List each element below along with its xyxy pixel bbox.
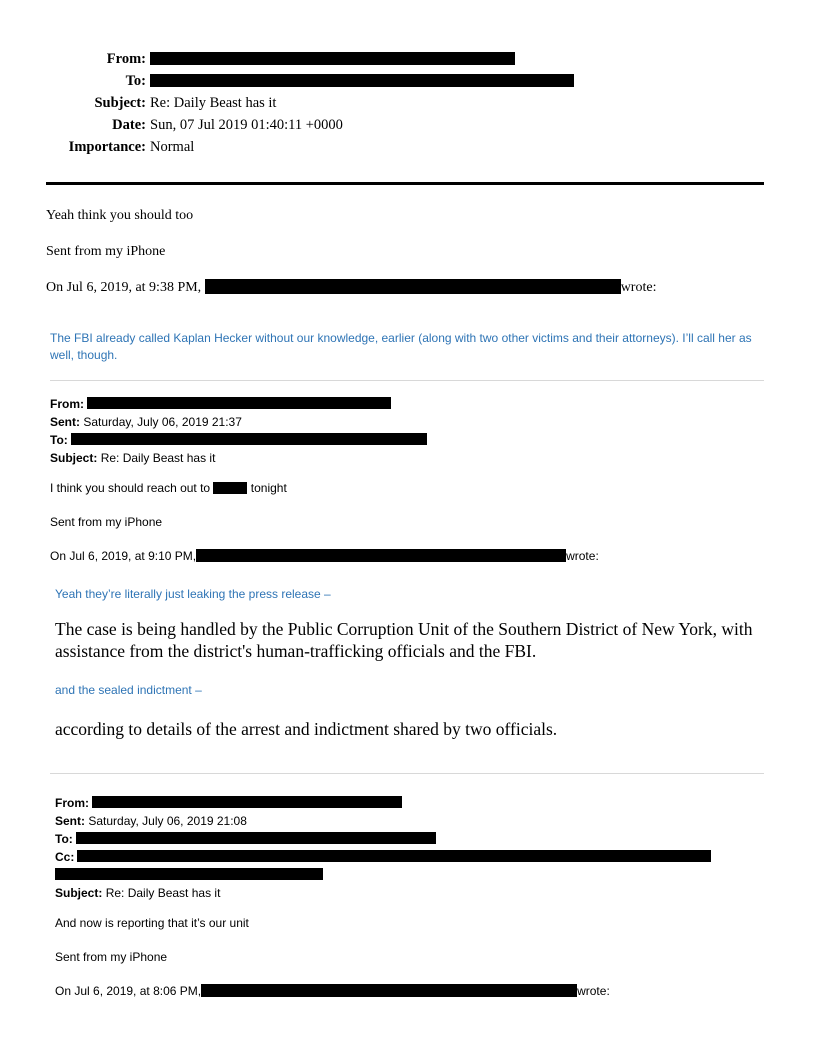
- blue-note: The FBI already called Kaplan Hecker without our knowledge, earlier (along with two other victims and their attorneys). I’ll call her as well, though.: [50, 331, 752, 362]
- attribution-prefix: On Jul 6, 2019, at 9:38 PM,: [46, 280, 205, 295]
- nested-header-row-to: [55, 830, 764, 848]
- redaction-bar: [201, 984, 577, 997]
- quote-divider: [50, 773, 764, 774]
- header-row-from: [46, 48, 764, 70]
- attribution-line: [46, 279, 764, 296]
- nested-value-sent: Saturday, July 06, 2019 21:37: [83, 415, 242, 429]
- nested-header-1: [50, 395, 764, 467]
- header-divider: [46, 182, 764, 185]
- nested-value-subject: Re: Daily Beast has it: [100, 451, 216, 465]
- attribution-prefix: On Jul 6, 2019, at 8:06 PM,: [55, 983, 202, 998]
- header-row-subject: [46, 92, 764, 114]
- header-value-subject: Re: Daily Beast has it: [150, 95, 277, 111]
- signature-line: Sent from my iPhone: [46, 244, 166, 259]
- nested-header-row-to: [50, 431, 764, 449]
- header-label-from: From:: [106, 51, 146, 67]
- signature-line: Sent from my iPhone: [55, 949, 168, 964]
- nested-value-subject: Re: Daily Beast has it: [105, 885, 221, 900]
- nested-label-from: From:: [50, 397, 84, 411]
- message-line: Yeah think you should too: [46, 208, 194, 223]
- redaction-bar: [150, 52, 515, 65]
- header-label-subject: Subject:: [94, 95, 146, 111]
- nested-label-subject: Subject:: [50, 451, 98, 465]
- article-quote: according to details of the arrest and indictment shared by two officials.: [55, 719, 558, 739]
- nested-label-cc: Cc:: [55, 849, 75, 864]
- header-value-importance: Normal: [150, 139, 195, 155]
- nested-value-sent: Saturday, July 06, 2019 21:08: [88, 813, 247, 828]
- attribution-prefix: On Jul 6, 2019, at 9:10 PM,: [50, 549, 197, 563]
- quote-divider: [50, 380, 764, 381]
- nested-label-to: To:: [55, 831, 73, 846]
- redaction-bar: [213, 482, 247, 494]
- nested-label-to: To:: [50, 433, 68, 447]
- message-line: And now is reporting that it’s our unit: [55, 915, 249, 930]
- nested-header-row-from: [55, 794, 764, 812]
- nested-header-row-subject: [55, 884, 764, 902]
- nested-label-from: From:: [55, 795, 89, 810]
- nested-header-row-cc: [55, 848, 764, 884]
- redaction-bar: [87, 397, 391, 409]
- header-row-to: [46, 70, 764, 92]
- header-label-to: To:: [125, 73, 146, 89]
- nested-header-row-subject: [50, 449, 764, 467]
- nested-header-row-sent: [55, 812, 764, 830]
- nested-label-sent: Sent:: [50, 415, 80, 429]
- nested-label-sent: Sent:: [55, 813, 85, 828]
- redaction-bar: [55, 868, 323, 880]
- attribution-line: [55, 984, 764, 999]
- header-value-date: Sun, 07 Jul 2019 01:40:11 +0000: [150, 117, 343, 133]
- quoted-reply-2: [55, 586, 764, 741]
- nested-header-row-sent: [50, 413, 764, 431]
- header-label-importance: Importance:: [68, 139, 146, 155]
- email-header: [46, 48, 764, 158]
- attribution-suffix: wrote:: [577, 983, 610, 998]
- redaction-bar: [196, 549, 566, 562]
- attribution-line: [50, 549, 764, 564]
- redaction-bar: [150, 74, 574, 87]
- header-row-importance: [46, 136, 764, 158]
- redaction-bar: [71, 433, 427, 445]
- message-text: I think you should reach out to: [50, 481, 214, 495]
- blue-comment: and the sealed indictment –: [55, 683, 202, 697]
- redaction-bar: [92, 796, 402, 808]
- message-line: [50, 481, 764, 496]
- article-quote: The case is being handled by the Public Corruption Unit of the Southern District of New York, with assistance from the district's human-trafficking officials and the FBI.: [55, 619, 753, 661]
- redaction-bar: [76, 832, 436, 844]
- blue-comment: Yeah they’re literally just leaking the press release –: [55, 587, 331, 601]
- nested-header-2: [55, 794, 764, 902]
- attribution-suffix: wrote:: [620, 280, 657, 295]
- message-text: tonight: [247, 481, 287, 495]
- header-row-date: [46, 114, 764, 136]
- attribution-suffix: wrote:: [566, 549, 599, 563]
- header-label-date: Date:: [112, 117, 146, 133]
- signature-line: Sent from my iPhone: [50, 515, 163, 529]
- redaction-bar: [205, 279, 621, 294]
- nested-label-subject: Subject:: [55, 885, 103, 900]
- nested-header-row-from: [50, 395, 764, 413]
- redaction-bar: [77, 850, 711, 862]
- quoted-reply-3: [55, 794, 764, 999]
- quoted-reply-1: [50, 330, 764, 999]
